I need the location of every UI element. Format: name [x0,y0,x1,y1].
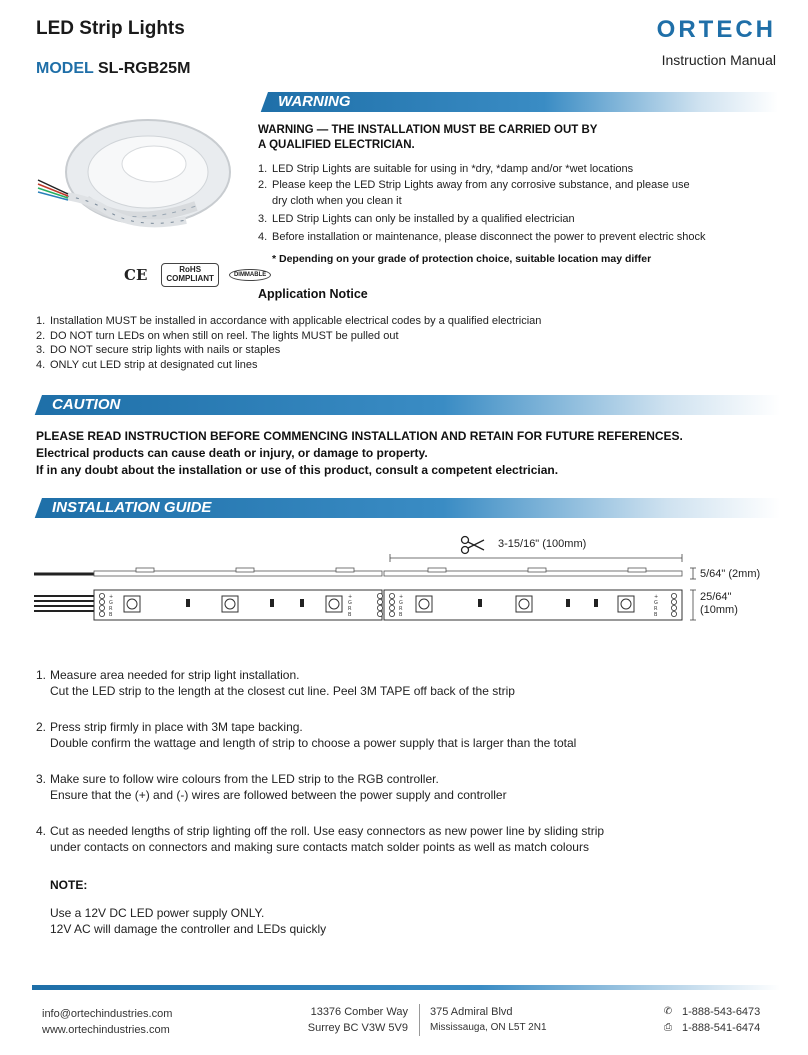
list-item: 3. Make sure to follow wire colours from the LED strip to the RGB controller. Ensure that the (+) and (-) wires are followed between the power supply and controller [36,772,507,802]
pad-label: R [109,606,113,612]
phone-number[interactable]: 1-888-543-6473 [682,1006,761,1018]
installation-banner [32,498,780,518]
thickness-label: 5/64" (2mm) [700,568,761,580]
list-item: 1. Installation MUST be installed in accordance with applicable electrical codes by a qualified electrician [36,315,542,327]
caution-banner-label: CAUTION [52,396,121,413]
certification-logos [120,262,267,288]
page-title: LED Strip Lights [36,18,185,39]
website-link[interactable]: www.ortechindustries.com [42,1024,170,1036]
brand-logo: ORTECH [656,16,776,43]
pad-label: B [399,612,403,618]
model-heading [36,60,190,78]
installation-banner-label: INSTALLATION GUIDE [52,499,212,516]
fax-row [662,1020,760,1036]
model-number: SL-RGB25M [97,60,191,77]
list-item: dry cloth when you clean it [272,195,402,207]
footer-address-east: 375 Admiral Blvd Mississauga, ON L5T 2N1 [430,1006,547,1033]
list-item: 4. Before installation or maintenance, please disconnect the power to prevent electric shock [258,231,706,243]
fax-number: 1-888-541-6474 [682,1022,761,1034]
list-item: 3. DO NOT secure strip lights with nails or staples [36,344,281,356]
warning-list [258,161,778,245]
footer-contact [42,1006,172,1038]
fax-icon: ⎙ [664,1022,672,1033]
list-item: 1. LED Strip Lights are suitable for using in *dry, *damp and/or *wet locations [258,163,634,175]
note-label: NOTE: [50,878,88,892]
list-item: 3. LED Strip Lights can only be installed by a qualified electrician [258,213,575,225]
application-list [36,314,776,372]
footer-phones [662,1004,760,1036]
caution-text: PLEASE READ INSTRUCTION BEFORE COMMENCING INSTALLATION AND RETAIN FOR FUTURE REFERENCES. Electrical products can cause death or injury, or damage to property. If in any doubt about the installation or use of this product, consult a competent electrician. [36,429,683,477]
model-label: MODEL [36,60,94,77]
list-item: 2. Press strip firmly in place with 3M tape backing. Double confirm the wattage and length of strip to choose a power supply that is larger than the total [36,720,577,750]
pad-label: B [109,612,113,618]
warning-heading: WARNING — THE INSTALLATION MUST BE CARRIED OUT BY A QUALIFIED ELECTRICIAN. [258,124,598,151]
warning-banner-label: WARNING [278,93,351,110]
pad-label: R [399,606,403,612]
email-link[interactable]: info@ortechindustries.com [42,1008,173,1020]
list-item: 4. ONLY cut LED strip at designated cut lines [36,358,258,371]
phone-icon: ✆ [663,1006,673,1017]
pad-label: + [109,594,114,600]
manual-subtitle: Instruction Manual [661,52,776,68]
location-note: * Depending on your grade of protection choice, suitable location may differ [272,253,652,265]
pad-label: + [399,594,404,600]
caution-banner [32,395,780,415]
list-item: 4. Cut as needed lengths of strip lighting off the roll. Use easy connectors as new power line by sliding strip under contacts on connectors and making sure contacts match solder points as well as match colours [36,824,605,854]
pad-label: G [654,600,658,606]
dimmable-badge: DIMMABLE [229,269,271,282]
pad-label: R [654,606,658,612]
list-item: 1. Measure area needed for strip light installation. Cut the LED strip to the length at the closest cut line. Peel 3M TAPE off back of the strip [36,668,515,698]
phone-row [662,1004,760,1020]
footer-address-west: 13376 Comber Way Surrey BC V3W 5V9 [307,1006,408,1034]
pad-label: B [654,612,658,618]
strip-diagram [32,530,772,640]
footer-separator [419,1004,420,1036]
pad-label: G [399,600,403,606]
pad-label: + [654,594,659,600]
pad-label: G [348,600,352,606]
application-heading: Application Notice [258,287,368,301]
list-item: 2. DO NOT turn LEDs on when still on reel. The lights MUST be pulled out [36,329,399,342]
cut-length-label: 3-15/16" (100mm) [498,538,587,550]
scissors-icon [462,537,485,554]
pad-label: R [348,606,352,612]
ce-mark: CE [124,265,148,284]
pad-label: + [348,594,353,600]
list-item: 2. Please keep the LED Strip Lights away from any corrosive substance, and please use [258,179,690,191]
width-label: 25/64" (10mm) [700,591,738,616]
pad-label: G [109,600,113,606]
footer-divider [32,985,780,990]
installation-steps [36,667,776,875]
warning-banner [258,92,778,112]
led-reel-image [36,110,240,260]
pad-label: B [348,612,352,618]
rohs-badge: RoHS COMPLIANT [161,263,219,287]
note-text: Use a 12V DC LED power supply ONLY. 12V AC will damage the controller and LEDs quickly [50,906,327,936]
